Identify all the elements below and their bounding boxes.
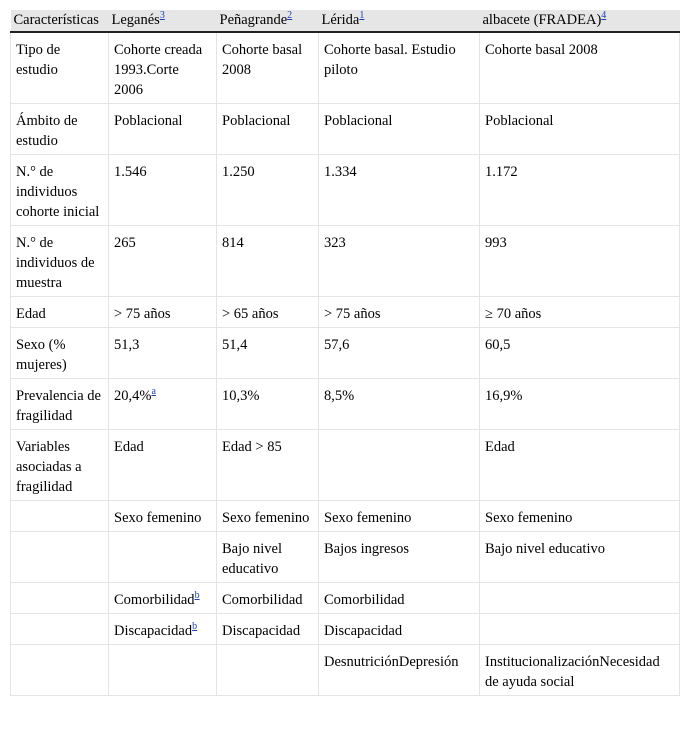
table-cell [11, 32, 109, 104]
table-cell [11, 155, 109, 226]
table-row [11, 645, 680, 696]
cell-text: Discapacidad [222, 623, 301, 639]
cell-text: Cohorte basal 2008 [485, 42, 598, 58]
cell-text: Sexo femenino [485, 510, 573, 526]
frailty-cohorts-table [10, 10, 680, 696]
table-cell [11, 532, 109, 583]
table-cell [217, 104, 319, 155]
table-cell [217, 379, 319, 430]
cell-text: N.° de individuos cohorte inicial [16, 164, 100, 220]
table-cell [217, 32, 319, 104]
table-cell [11, 614, 109, 645]
cell-text: 814 [222, 235, 244, 251]
table-cell [217, 645, 319, 696]
table-cell [480, 614, 680, 645]
cell-text: 993 [485, 235, 507, 251]
table-cell [319, 645, 480, 696]
table-row [11, 532, 680, 583]
table-cell [480, 583, 680, 614]
cell-text: Bajo nivel educativo [222, 541, 283, 577]
cell-text: Comorbilidad [324, 592, 405, 608]
cell-text: Sexo (% mujeres) [16, 337, 67, 373]
cell-text: Edad > 85 [222, 439, 282, 455]
cell-text: Tipo de estudio [16, 42, 61, 78]
column-header [480, 10, 680, 32]
cell-text: Prevalencia de fragilidad [16, 388, 101, 424]
table-cell [109, 104, 217, 155]
cell-text: 57,6 [324, 337, 350, 353]
column-header-label: albacete (FRADEA) [482, 12, 602, 28]
table-cell [11, 328, 109, 379]
table-cell [480, 155, 680, 226]
table-cell [109, 226, 217, 297]
table-cell [11, 104, 109, 155]
table-cell [480, 532, 680, 583]
table-cell [109, 430, 217, 501]
cell-text: Cohorte basal 2008 [222, 42, 303, 78]
table-cell [217, 532, 319, 583]
cell-text: InstitucionalizaciónNecesidad de ayuda social [485, 654, 660, 690]
table-cell [480, 501, 680, 532]
table-cell [319, 297, 480, 328]
table-cell [480, 430, 680, 501]
table-cell [109, 532, 217, 583]
table-row [11, 583, 680, 614]
table-cell [109, 32, 217, 104]
table-cell [319, 226, 480, 297]
column-header [217, 10, 319, 32]
cell-text: N.° de individuos de muestra [16, 235, 95, 291]
table-row [11, 226, 680, 297]
cell-text: Edad [114, 439, 144, 455]
cell-text: 8,5% [324, 388, 355, 404]
cell-text: Variables asociadas a fragilidad [16, 439, 82, 495]
table-cell [217, 501, 319, 532]
cell-text: Ámbito de estudio [16, 113, 78, 149]
cell-text: 51,3 [114, 337, 140, 353]
table-cell [480, 328, 680, 379]
table-cell [480, 297, 680, 328]
cell-text: 51,4 [222, 337, 248, 353]
column-header-label: Características [13, 12, 99, 28]
column-header-label: Leganés [111, 12, 160, 28]
table-cell [319, 614, 480, 645]
table-cell [109, 297, 217, 328]
cell-text: 265 [114, 235, 136, 251]
cell-text: Bajos ingresos [324, 541, 409, 557]
table-cell [319, 430, 480, 501]
table-cell [109, 583, 217, 614]
table-row [11, 379, 680, 430]
table-cell [11, 379, 109, 430]
cell-text: > 75 años [324, 306, 381, 322]
table-cell [319, 155, 480, 226]
cell-text: Sexo femenino [114, 510, 202, 526]
footnote-link[interactable]: b [194, 590, 200, 602]
cell-text: Poblacional [324, 113, 393, 129]
reference-link[interactable]: 1 [359, 10, 365, 22]
table-row [11, 297, 680, 328]
cell-text: Edad [485, 439, 515, 455]
column-header-label: Lérida [321, 12, 360, 28]
table-cell [11, 297, 109, 328]
table-cell [109, 501, 217, 532]
table-row [11, 501, 680, 532]
cell-text: 1.172 [485, 164, 518, 180]
cell-text: Poblacional [222, 113, 291, 129]
table-cell [11, 645, 109, 696]
cell-text: DesnutriciónDepresión [324, 654, 459, 670]
cell-text: Poblacional [485, 113, 554, 129]
column-header [109, 10, 217, 32]
table-row [11, 328, 680, 379]
table-cell [480, 226, 680, 297]
table-cell [11, 430, 109, 501]
table-cell [217, 614, 319, 645]
table-row [11, 104, 680, 155]
table-cell [480, 379, 680, 430]
cell-text: 20,4% [114, 388, 152, 404]
table-cell [217, 226, 319, 297]
table-cell [109, 645, 217, 696]
column-header-label: Peñagrande [219, 12, 288, 28]
table-cell [109, 328, 217, 379]
table-cell [319, 532, 480, 583]
cell-text: > 65 años [222, 306, 279, 322]
cell-text: Sexo femenino [222, 510, 310, 526]
footnote-link[interactable]: b [192, 621, 198, 633]
reference-link[interactable]: 4 [601, 10, 607, 22]
cell-text: 16,9% [485, 388, 523, 404]
table-row [11, 32, 680, 104]
table-body [11, 32, 680, 696]
cell-text: 323 [324, 235, 346, 251]
table-row [11, 430, 680, 501]
cell-text: ≥ 70 años [485, 306, 542, 322]
table-cell [217, 155, 319, 226]
cell-text: 1.334 [324, 164, 357, 180]
table-cell [319, 104, 480, 155]
cell-text: Cohorte creada 1993.Corte 2006 [114, 42, 203, 98]
cell-text: > 75 años [114, 306, 171, 322]
table-cell [109, 614, 217, 645]
column-header [11, 10, 109, 32]
table-cell [217, 328, 319, 379]
table-cell [319, 32, 480, 104]
footnote-link[interactable]: a [151, 386, 156, 398]
cell-text: 60,5 [485, 337, 511, 353]
reference-link[interactable]: 3 [159, 10, 165, 22]
table-cell [319, 501, 480, 532]
cell-text: 1.546 [114, 164, 147, 180]
table-cell [217, 583, 319, 614]
cell-text: Bajo nivel educativo [485, 541, 605, 557]
table-cell [319, 328, 480, 379]
table-cell [319, 379, 480, 430]
reference-link[interactable]: 2 [287, 10, 293, 22]
table-cell [11, 501, 109, 532]
table-cell [11, 226, 109, 297]
column-header [319, 10, 480, 32]
cell-text: Discapacidad [114, 623, 193, 639]
table-row [11, 155, 680, 226]
table-cell [109, 379, 217, 430]
cell-text: 1.250 [222, 164, 255, 180]
table-cell [319, 583, 480, 614]
cell-text: Comorbilidad [114, 592, 195, 608]
cell-text: Edad [16, 306, 46, 322]
table-cell [480, 104, 680, 155]
table-cell [217, 430, 319, 501]
table-cell [109, 155, 217, 226]
table-cell [11, 583, 109, 614]
cell-text: 10,3% [222, 388, 260, 404]
table-cell [217, 297, 319, 328]
table-row [11, 614, 680, 645]
cell-text: Comorbilidad [222, 592, 303, 608]
cell-text: Cohorte basal. Estudio piloto [324, 42, 456, 78]
cell-text: Poblacional [114, 113, 183, 129]
cell-text: Sexo femenino [324, 510, 412, 526]
table-header-row [11, 10, 680, 32]
table-cell [480, 32, 680, 104]
table-cell [480, 645, 680, 696]
cell-text: Discapacidad [324, 623, 403, 639]
